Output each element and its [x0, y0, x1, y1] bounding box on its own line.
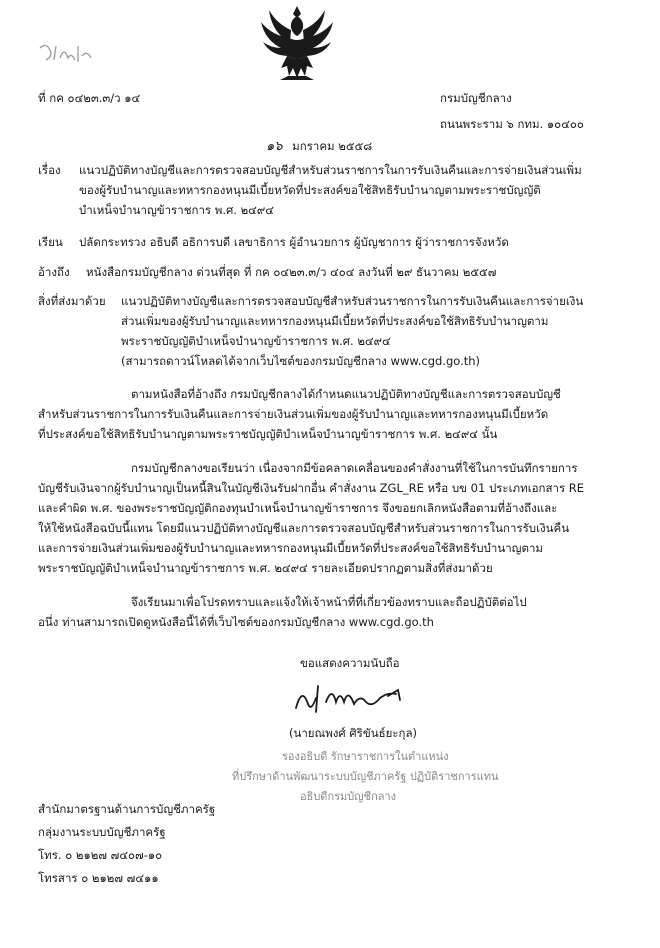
- sender-address: ถนนพระราม ๖ กทม. ๑๐๔๐๐: [440, 117, 584, 131]
- document-date: [266, 138, 372, 155]
- garuda-emblem-icon: [258, 4, 336, 84]
- reference-text: หนังสือกรมบัญชีกลาง ด่วนที่สุด ที่ กค ๐๔๒๓.๓/ว ๔๐๔ ลงวันที่ ๒๙ ธันวาคม ๒๕๕๗: [86, 265, 497, 279]
- paragraph-line: อนึ่ง ท่านสามารถเปิดดูหนังสือนี้ได้ที่เว็บไซต์ของกรมบัญชีกลาง www.cgd.go.th: [38, 615, 434, 629]
- signer-name: (นายณพงศ์ ศิริขันธ์ยะกุล): [289, 726, 417, 740]
- signer-title: อธิบดีกรมบัญชีกลาง: [300, 790, 397, 803]
- enclosure-line: (สามารถดาวน์โหลดได้จากเว็บไซต์ของกรมบัญชีกลาง www.cgd.go.th): [121, 354, 481, 368]
- salutation-text: ปลัดกระทรวง อธิบดี อธิการบดี เลขาธิการ ผู้อำนวยการ ผู้บัญชาการ ผู้ว่าราชการจังหวัด: [79, 235, 509, 249]
- paragraph-line: สำหรับส่วนราชการในการรับเงินคืนและการจ่ายเงินส่วนเพิ่มของผู้รับบำนาญและทหารกองหนุนมีเบี้ยหวัด: [38, 407, 549, 421]
- paragraph-line: ตามหนังสือที่อ้างถึง กรมบัญชีกลางได้กำหนดแนวปฏิบัติทางบัญชีและการตรวจสอบบัญชี: [131, 387, 561, 401]
- footer-office: สำนักมาตรฐานด้านการบัญชีภาครัฐ: [38, 802, 216, 816]
- paragraph-line: จึงเรียนมาเพื่อโปรดทราบและแจ้งให้เจ้าหน้าที่ที่เกี่ยวข้องทราบและถือปฏิบัติต่อไป: [131, 595, 527, 609]
- enclosure-label: สิ่งที่ส่งมาด้วย: [38, 294, 106, 308]
- paragraph-line: พระราชบัญญัติบำเหน็จบำนาญข้าราชการ พ.ศ. ๒๔๙๔ รายละเอียดปรากฏตามสิ่งที่ส่งมาด้วย: [38, 561, 493, 575]
- paragraph-line: และการจ่ายเงินส่วนเพิ่มของผู้รับบำนาญและทหารกองหนุนมีเบี้ยหวัดที่ประสงค์ขอใช้สิทธิรับบำนาญตาม: [38, 541, 543, 555]
- closing-text: ขอแสดงความนับถือ: [300, 656, 400, 670]
- enclosure-line: พระราชบัญญัติบำเหน็จบำนาญข้าราชการ พ.ศ. ๒๔๙๔: [121, 334, 391, 348]
- signer-title: ที่ปรึกษาด้านพัฒนาระบบบัญชีภาครัฐ ปฏิบัติราชการแทน: [232, 770, 499, 783]
- signer-title: รองอธิบดี รักษาราชการในตำแหน่ง: [282, 750, 449, 763]
- date-day: ๑๖: [266, 139, 283, 154]
- paragraph-line: และคำผิด พ.ศ. ของพระราชบัญญัติกองทุนบำเหน็จบำนาญข้าราชการ จึงขอยกเลิกหนังสือตามที่อ้างถึงและ: [38, 501, 558, 515]
- handwritten-signature: [292, 678, 422, 718]
- date-month-year: มกราคม ๒๕๕๘: [292, 139, 373, 153]
- document-number: ที่ กค ๐๔๒๓.๓/ว ๑๔: [38, 91, 141, 105]
- enclosure-line: ส่วนเพิ่มของผู้รับบำนาญและทหารกองหนุนมีเบี้ยหวัดที่ประสงค์ขอใช้สิทธิรับบำนาญตาม: [121, 314, 549, 328]
- reference-label: อ้างถึง: [38, 265, 70, 279]
- subject-line: แนวปฏิบัติทางบัญชีและการตรวจสอบบัญชีสำหรับส่วนราชการในการรับเงินคืนและการจ่ายเงินส่วนเพิ่ม: [79, 163, 582, 177]
- subject-label: เรื่อง: [38, 163, 61, 177]
- subject-line: ของผู้รับบำนาญและทหารกองหนุนมีเบี้ยหวัดที่ประสงค์ขอใช้สิทธิรับบำนาญตามพระราชบัญญัติ: [79, 183, 541, 197]
- handwriting-scribble: [38, 40, 93, 70]
- handwritten-note: [38, 40, 93, 74]
- paragraph-line: ที่ประสงค์ขอใช้สิทธิรับบำนาญตามพระราชบัญญัติบำเหน็จบำนาญข้าราชการ พ.ศ. ๒๔๙๔ นั้น: [38, 427, 498, 441]
- sender-org: กรมบัญชีกลาง: [440, 91, 512, 105]
- subject-line: บำเหน็จบำนาญข้าราชการ พ.ศ. ๒๔๙๔: [79, 203, 275, 217]
- footer-fax: โทรสาร ๐ ๒๑๒๗ ๗๔๑๑: [38, 871, 159, 885]
- footer-phone: โทร. ๐ ๒๑๒๗ ๗๔๐๗-๑๐: [38, 848, 163, 862]
- enclosure-line: แนวปฏิบัติทางบัญชีและการตรวจสอบบัญชีสำหรับส่วนราชการในการรับเงินคืนและการจ่ายเงิน: [121, 294, 584, 308]
- paragraph-line: ให้ใช้หนังสือฉบับนี้แทน โดยมีแนวปฏิบัติทางบัญชีและการตรวจสอบบัญชีสำหรับส่วนราชการในการรับเงินคืน: [38, 521, 570, 535]
- salutation-label: เรียน: [38, 235, 63, 249]
- paragraph-line: บัญชีรับเงินจากผู้รับบำนาญเป็นหนี้สินในบัญชีเงินรับฝากอื่น คำสั่งงาน ZGL_RE หรือ บข 01 ประเภทเอกสาร RE: [38, 481, 585, 495]
- paragraph-line: กรมบัญชีกลางขอเรียนว่า เนื่องจากมีข้อคลาดเคลื่อนของคำสั่งงานที่ใช้ในการบันทึกรายการ: [131, 461, 578, 475]
- footer-group: กลุ่มงานระบบบัญชีภาครัฐ: [38, 825, 166, 839]
